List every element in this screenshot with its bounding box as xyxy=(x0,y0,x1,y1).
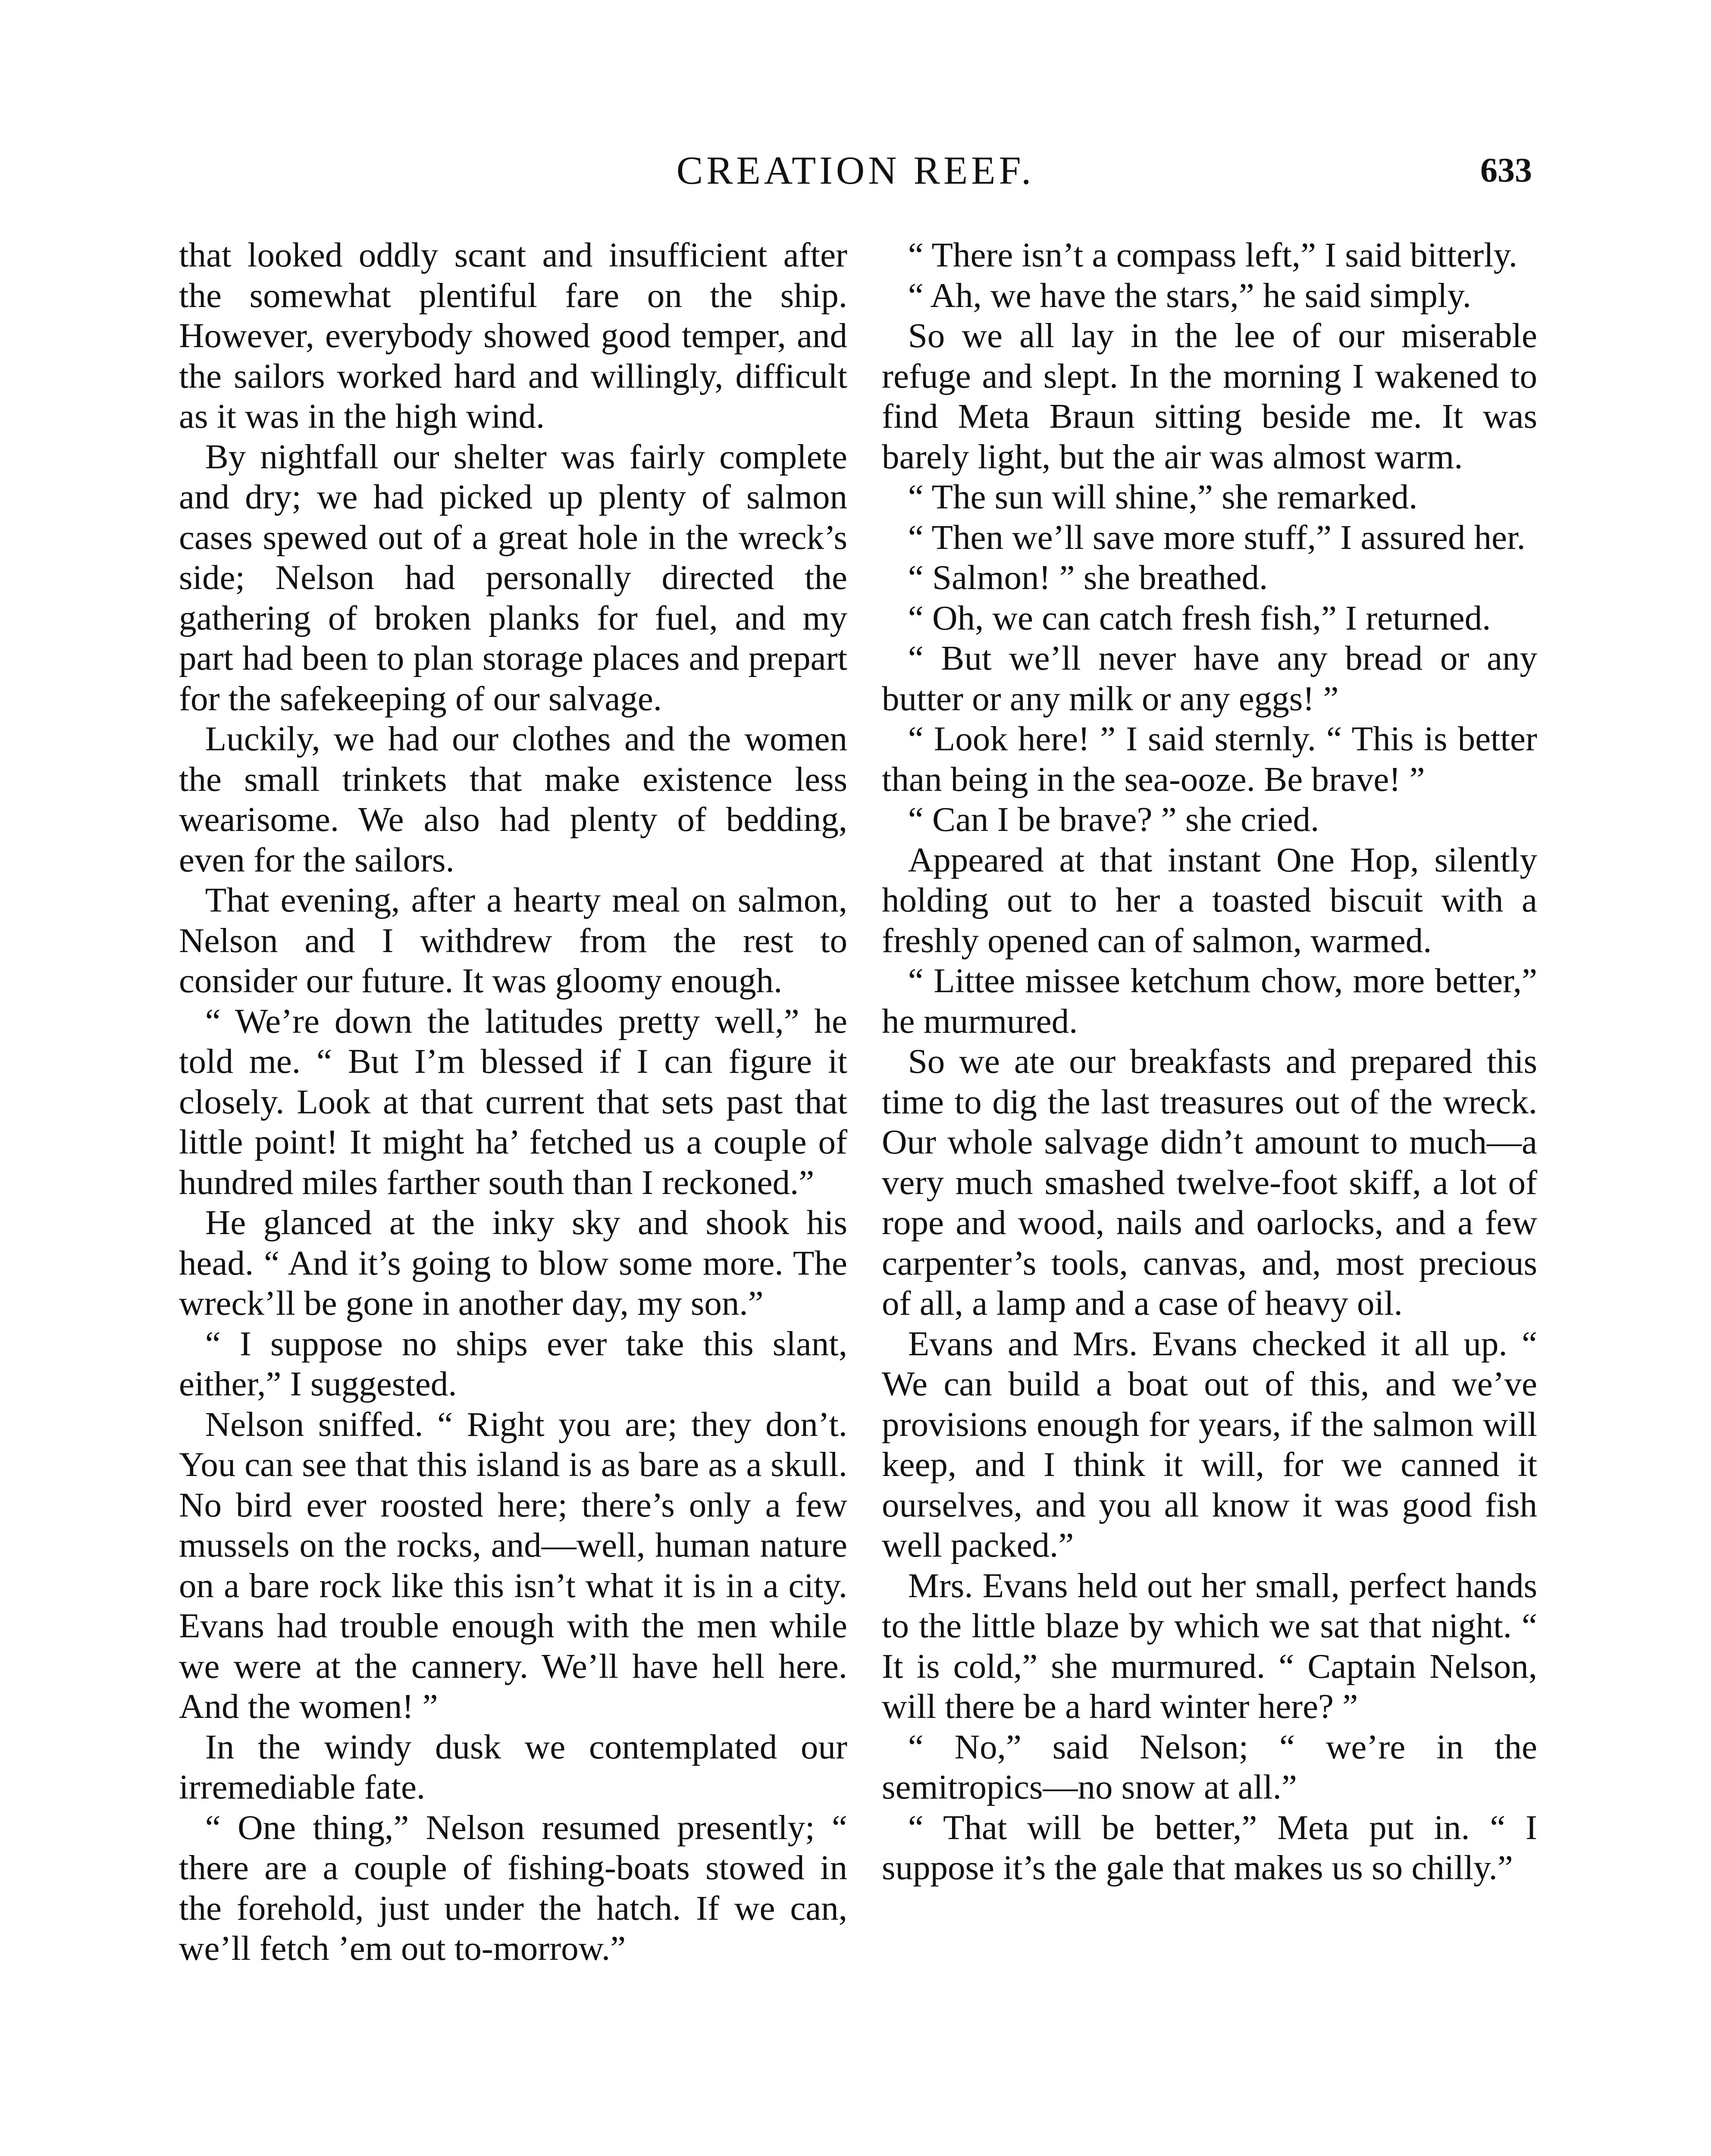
paragraph: So we ate our breakfasts and prepared this time to dig the last treasures out of the wreck. Our whole salvage didn’t amount to much—a very much smashed twelve-foot skiff, a lot of rope and wood, nails and oarlocks, and a few carpenter’s tools, canvas, and, most precious of all, a lamp and a case of heavy oil. xyxy=(882,1042,1537,1322)
right-column xyxy=(882,235,1537,1888)
paragraph: He glanced at the inky sky and shook his head. “ And it’s going to blow some more. The wreck’ll be gone in another day, my son.” xyxy=(179,1203,847,1322)
paragraph: “ I suppose no ships ever take this slant, either,” I suggested. xyxy=(179,1324,847,1403)
paragraph: “ Oh, we can catch fresh fish,” I returned. xyxy=(908,598,1491,637)
paragraph: “ That will be better,” Meta put in. “ I suppose it’s the gale that makes us so chilly.” xyxy=(882,1808,1537,1887)
paragraph: “ Salmon! ” she breathed. xyxy=(908,558,1268,597)
paragraph: Luckily, we had our clothes and the women the small trinkets that make existence less wearisome. We also had plenty of bedding, even for the sailors. xyxy=(179,719,847,879)
paragraph: “ But we’ll never have any bread or any butter or any milk or any eggs! ” xyxy=(882,639,1537,718)
page-number: 633 xyxy=(1480,151,1532,189)
paragraph: “ The sun will shine,” she remarked. xyxy=(908,477,1418,516)
paragraph: “ We’re down the latitudes pretty well,” he told me. “ But I’m blessed if I can figure it closely. Look at that current that sets past that little point! It might ha’ fetched us a couple of hundred miles farther south than I reckoned.” xyxy=(179,1001,847,1202)
paragraph: “ Look here! ” I said sternly. “ This is better than being in the sea-ooze. Be brave! ” xyxy=(882,719,1537,799)
running-title: CREATION REEF. xyxy=(676,148,1035,192)
paragraph: “ Ah, we have the stars,” he said simply. xyxy=(908,276,1471,315)
paragraph: Evans and Mrs. Evans checked it all up. “ We can build a boat out of this, and we’ve provisions enough for years, if the salmon will keep, and I think it will, for we canned it ourselves, and you all know it was good fish well packed.” xyxy=(882,1324,1537,1564)
paragraph: Nelson sniffed. “ Right you are; they don’t. You can see that this island is as bare as a skull. No bird ever roosted here; there’s only a few mussels on the rocks, and—well, human nature on a bare rock like this isn’t what it is in a city. Evans had trouble enough with the men while we were at the cannery. We’ll have hell here. And the women! ” xyxy=(179,1404,847,1726)
paragraph: “ There isn’t a compass left,” I said bitterly. xyxy=(908,235,1518,274)
paragraph: That evening, after a hearty meal on salmon, Nelson and I withdrew from the rest to consider our future. It was gloomy enough. xyxy=(179,881,847,1000)
paragraph: “ Then we’ll save more stuff,” I assured her. xyxy=(908,517,1526,557)
page-header xyxy=(0,144,1711,205)
paragraph: Appeared at that instant One Hop, silently holding out to her a toasted biscuit with a freshly opened can of salmon, warmed. xyxy=(882,840,1537,960)
paragraph: that looked oddly scant and insufficient after the somewhat plentiful fare on the ship. However, everybody showed good temper, and the sailors worked hard and willingly, difficult as it was in the high wind. xyxy=(179,235,847,436)
paragraph: So we all lay in the lee of our miserable refuge and slept. In the morning I wakened to find Meta Braun sitting beside me. It was barely light, but the air was almost warm. xyxy=(882,316,1537,476)
paragraph: In the windy dusk we contemplated our irremediable fate. xyxy=(179,1727,847,1806)
paragraph: By nightfall our shelter was fairly complete and dry; we had picked up plenty of salmon cases spewed out of a great hole in the wreck’s side; Nelson had personally directed the gathering of broken planks for fuel, and my part had been to plan storage places and prepart for the safekeeping of our salvage. xyxy=(179,437,847,718)
paragraph: “ Can I be brave? ” she cried. xyxy=(908,800,1319,839)
paragraph: “ Littee missee ketchum chow, more better,” he murmured. xyxy=(882,961,1537,1040)
paragraph: Mrs. Evans held out her small, perfect hands to the little blaze by which we sat that night. “ It is cold,” she murmured. “ Captain Nelson, will there be a hard winter here? ” xyxy=(882,1566,1537,1726)
paragraph: “ One thing,” Nelson resumed presently; “ there are a couple of fishing-boats stowed in the forehold, just under the hatch. If we can, we’ll fetch ’em out to-morrow.” xyxy=(179,1808,847,1968)
paragraph: “ No,” said Nelson; “ we’re in the semitropics—no snow at all.” xyxy=(882,1727,1537,1806)
left-column xyxy=(179,235,847,1969)
